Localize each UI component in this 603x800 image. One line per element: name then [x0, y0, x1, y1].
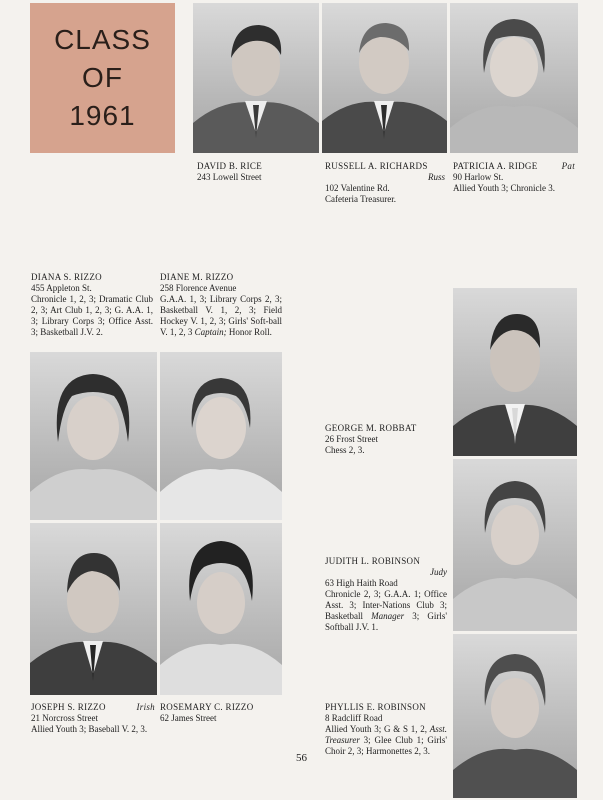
student-nickname: Pat	[561, 161, 575, 171]
student-address: 455 Appleton St.	[31, 283, 92, 293]
student-activities: Chronicle 2, 3; G.A.A. 1; Office Asst. 3; Inter-Nations Club 3; Basketball Manager 3; Girls' Softball J.V. 1.	[325, 589, 447, 632]
student-address: 26 Frost Street	[325, 434, 378, 444]
student-name: PHYLLIS E. ROBINSON	[325, 702, 426, 712]
header-line-of: OF	[82, 62, 123, 93]
female-portrait-icon	[453, 459, 577, 631]
student-name: GEORGE M. ROBBAT	[325, 423, 417, 433]
student-activities: Allied Youth 3; Chronicle 3.	[453, 183, 556, 193]
male-portrait-icon	[30, 523, 157, 695]
student-activities: G.A.A. 1, 3; Library Corps 2, 3; Basketball V. 1, 2, 3; Field Hockey V. 1, 2, 3; Girls' Soft-ball V. 1, 2, 3 Captain; Honor Roll.	[160, 294, 282, 337]
caption-richards	[325, 161, 445, 205]
portrait-photo-diane-rizzo	[160, 352, 282, 520]
student-nickname: Russ	[427, 172, 445, 182]
caption-judith-robinson	[325, 556, 447, 633]
student-activities: Chess 2, 3.	[325, 445, 365, 455]
female-portrait-icon	[160, 523, 282, 695]
portrait-photo-phyllis-robinson	[453, 634, 577, 798]
caption-joseph-rizzo	[31, 702, 155, 735]
male-portrait-icon	[193, 3, 319, 153]
portrait-photo-richards	[322, 3, 447, 153]
female-portrait-icon	[450, 3, 578, 153]
student-address: 102 Valentine Rd.	[325, 183, 390, 193]
portrait-photo-judith-robinson	[453, 459, 577, 631]
student-activities: Allied Youth 3; G & S 1, 2, Asst. Treasurer 3; Glee Club 1; Girls' Choir 2, 3; Harmonettes 2, 3.	[325, 724, 447, 756]
student-activities: Cafeteria Treasurer.	[325, 194, 396, 204]
student-address: 63 High Haith Road	[325, 578, 398, 588]
portrait-photo-robbat	[453, 288, 577, 456]
student-address: 258 Florence Avenue	[160, 283, 237, 293]
student-nickname: Judy	[430, 567, 447, 577]
page-number: 56	[296, 752, 307, 764]
caption-diana-rizzo	[31, 272, 153, 338]
student-activities: Allied Youth 3; Baseball V. 2, 3.	[31, 724, 148, 734]
student-address: 21 Norcross Street	[31, 713, 98, 723]
student-name: ROSEMARY C. RIZZO	[160, 702, 254, 712]
caption-robbat	[325, 423, 447, 456]
caption-phyllis-robinson	[325, 702, 447, 757]
portrait-photo-joseph-rizzo	[30, 523, 157, 695]
portrait-photo-rice	[193, 3, 319, 153]
student-name: JOSEPH S. RIZZO	[31, 702, 106, 712]
student-address: 243 Lowell Street	[197, 172, 262, 182]
female-portrait-icon	[453, 634, 577, 798]
student-address: 62 James Street	[160, 713, 217, 723]
student-name: DIANA S. RIZZO	[31, 272, 102, 282]
student-nickname: Irish	[136, 702, 155, 712]
student-address: 90 Harlow St.	[453, 172, 504, 182]
header-line-year: 1961	[69, 100, 136, 131]
caption-diane-rizzo	[160, 272, 282, 338]
caption-rice	[197, 161, 317, 183]
student-address: 8 Radcliff Road	[325, 713, 383, 723]
student-name: DAVID B. RICE	[197, 161, 262, 171]
header-line-class: CLASS	[54, 24, 151, 55]
caption-rosemary-rizzo	[160, 702, 284, 724]
student-name: PATRICIA A. RIDGE	[453, 161, 538, 171]
female-portrait-icon	[160, 352, 282, 520]
portrait-photo-diana-rizzo	[30, 352, 157, 520]
student-activities: Chronicle 1, 2, 3; Dramatic Club 2, 3; Art Club 1, 2, 3; G. A.A. 1, 3; Library Corps 3; Office Asst. 3; Basketball J.V. 2.	[31, 294, 153, 337]
caption-ridge	[453, 161, 575, 194]
portrait-photo-ridge	[450, 3, 578, 153]
class-of-1961-header	[30, 3, 175, 153]
male-portrait-icon	[453, 288, 577, 456]
male-portrait-icon	[322, 3, 447, 153]
portrait-photo-rosemary-rizzo	[160, 523, 282, 695]
student-name: RUSSELL A. RICHARDS	[325, 161, 428, 171]
student-name: JUDITH L. ROBINSON	[325, 556, 421, 566]
female-portrait-icon	[30, 352, 157, 520]
student-name: DIANE M. RIZZO	[160, 272, 234, 282]
